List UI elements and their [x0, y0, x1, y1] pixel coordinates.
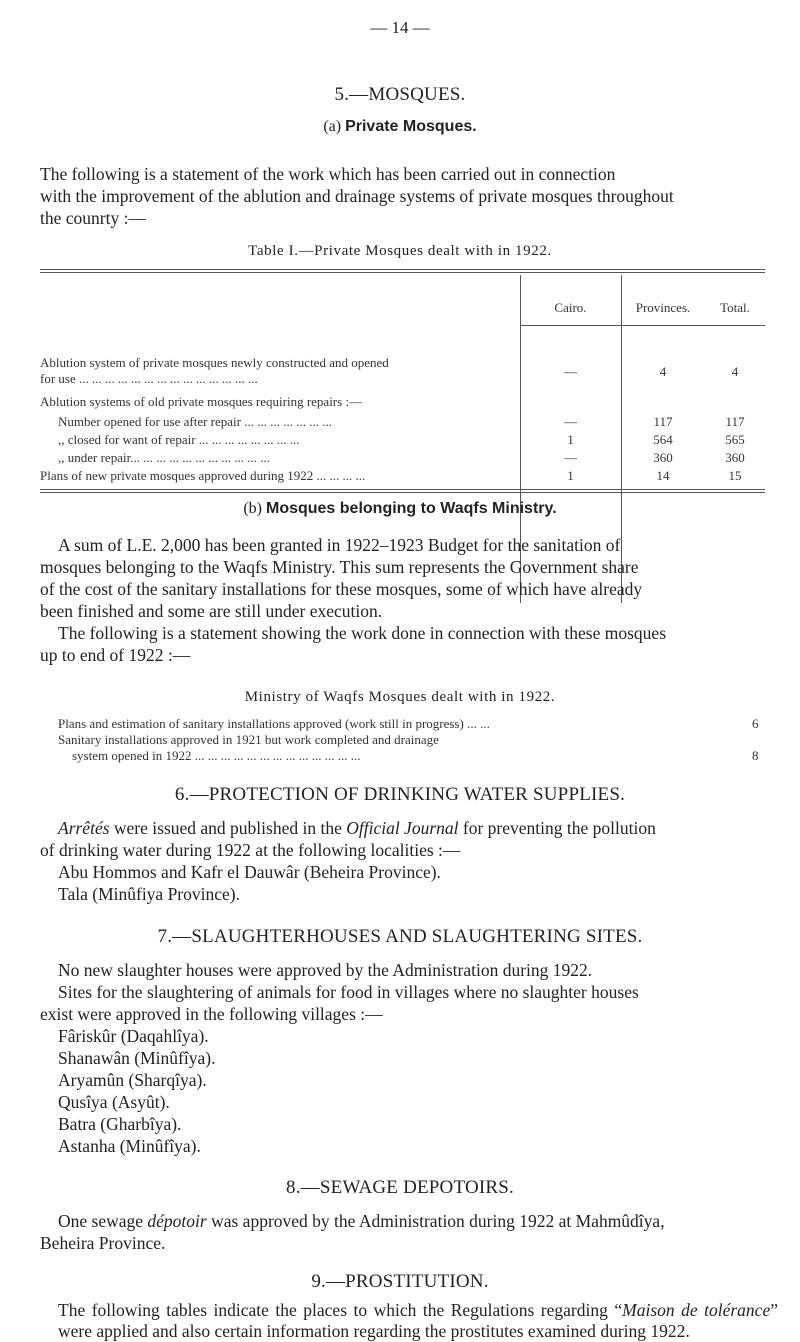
section-6-heading: 6.—PROTECTION OF DRINKING WATER SUPPLIES.: [174, 784, 626, 805]
b-line-5: The following is a statement showing the work done in connection with these mosques: [58, 623, 667, 643]
waqfs-item-value: 6: [752, 716, 759, 731]
cell-cairo: —: [564, 414, 577, 429]
b-line-4: been finished and some are still under execution.: [40, 601, 383, 621]
b-line-3: of the cost of the sanitary installations for these mosques, some of which have already: [40, 579, 643, 599]
intro-line-3: the counrty :—: [40, 208, 146, 228]
section-6-para-line-1: [58, 818, 656, 839]
subsection-a-title: Private Mosques.: [345, 118, 477, 135]
table-row-label: Ablution system of private mosques newly constructed and opened: [40, 355, 389, 370]
text-run: The following tables indicate the places to which the Regulations regarding “: [58, 1300, 623, 1320]
table-row-label: Number opened for use after repair ... ... ... ... ... ... ...: [58, 414, 332, 429]
village-item: Aryamûn (Sharqîya).: [58, 1070, 207, 1090]
cell-total: 360: [725, 450, 745, 465]
arretes-term: Arrêtés: [58, 818, 110, 838]
depotoir-term: dépotoir: [147, 1211, 207, 1231]
cell-total: 565: [725, 432, 745, 447]
subsection-b-title: Mosques belonging to Waqfs Ministry.: [265, 500, 557, 517]
section-7-line-3: exist were approved in the following villages :—: [40, 1004, 383, 1024]
col-header-cairo: Cairo.: [554, 300, 587, 315]
subsection-b-label: (b): [243, 500, 262, 517]
subsection-a-label: (a): [323, 118, 342, 135]
page-number: — 14 —: [370, 18, 430, 37]
cell-provinces: 360: [653, 450, 673, 465]
table-row-label: ,, closed for want of repair ... ... ... ... ... ... ... ...: [58, 432, 300, 447]
village-item: Batra (Gharbîya).: [58, 1114, 182, 1134]
intro-line-2: with the improvement of the ablution and drainage systems of private mosques throughout: [40, 186, 674, 206]
village-item: Astanha (Minûfîya).: [58, 1136, 201, 1156]
village-item: Shanawân (Minûfîya).: [58, 1048, 216, 1068]
text-run: for preventing the pollution: [458, 818, 656, 838]
cell-cairo: —: [564, 450, 577, 465]
village-item: Fâriskûr (Daqahlîya).: [58, 1026, 209, 1046]
section-6-para-line-2: of drinking water during 1922 at the following localities :—: [40, 840, 461, 860]
section-7-line-2: Sites for the slaughtering of animals for food in villages where no slaughter houses: [58, 982, 639, 1002]
cell-provinces: 4: [659, 364, 667, 379]
text-run: were issued and published in the: [109, 818, 347, 838]
col-header-total: Total.: [720, 300, 750, 315]
cell-total: 4: [731, 364, 739, 379]
maison-term: Maison: [622, 1300, 675, 1320]
section-8-line-1: [58, 1211, 665, 1232]
cell-provinces: 14: [656, 468, 670, 483]
village-item: Qusîya (Asyût).: [58, 1092, 170, 1112]
table-row-label: ,, under repair... ... ... ... ... ... ... ... ... ... ...: [58, 450, 270, 465]
table-row-label: Ablution systems of old private mosques requiring repairs :—: [40, 394, 363, 409]
b-line-2: mosques belonging to the Waqfs Ministry. This sum represents the Government share: [40, 557, 639, 577]
section-8-heading: 8.—SEWAGE DEPOTOIRS.: [286, 1177, 514, 1198]
col-header-provinces: Provinces.: [635, 300, 691, 315]
section-9-paragraph: [58, 1300, 778, 1342]
waqfs-item-text: Plans and estimation of sanitary installations approved (work still in progress) ... ...: [58, 716, 490, 731]
b-line-6: up to end of 1922 :—: [40, 645, 191, 665]
cell-provinces: 117: [653, 414, 673, 429]
text-run: was approved by the Administration during 1922 at Mahmûdîya,: [206, 1211, 665, 1231]
waqfs-item-value: 8: [752, 748, 759, 763]
b-line-1: A sum of L.E. 2,000 has been granted in 1922–1923 Budget for the sanitation of: [58, 535, 621, 555]
cell-provinces: 564: [653, 432, 673, 447]
de-tolerance-term: de tolérance: [681, 1300, 771, 1320]
cell-cairo: 1: [567, 432, 574, 447]
waqfs-caption: Ministry of Waqfs Mosques dealt with in 1922.: [244, 689, 556, 705]
cell-cairo: —: [564, 364, 577, 379]
locality-item: Tala (Minûfiya Province).: [58, 884, 240, 904]
cell-total: 15: [728, 468, 742, 483]
locality-item: Abu Hommos and Kafr el Dauwâr (Beheira Province).: [58, 862, 441, 882]
waqfs-item-text: Sanitary installations approved in 1921 but work completed and drainage: [58, 732, 439, 747]
official-journal-term: Official Journal: [346, 818, 459, 838]
table-row-label: for use ... ... ... ... ... ... ... ... ... ... ... ... ... ...: [40, 371, 258, 386]
intro-line-1: The following is a statement of the work which has been carried out in connection: [40, 164, 616, 184]
text-run: One sewage: [58, 1211, 148, 1231]
cell-cairo: 1: [567, 468, 574, 483]
section-9-heading: 9.—PROSTITUTION.: [311, 1271, 489, 1292]
table-caption: Table I.—Private Mosques dealt with in 1922.: [248, 243, 552, 259]
text-run: ” were applied and also certain information regarding the prostitutes examined: [58, 1300, 778, 1341]
subsection-a-heading: [0, 118, 800, 136]
cell-total: 117: [725, 414, 745, 429]
waqfs-item-text: system opened in 1922 ... ... ... ... ... ... ... ... ... ... ... ... ...: [72, 748, 361, 763]
section-7-line-1: No new slaughter houses were approved by the Administration during 1922.: [58, 960, 593, 980]
section-5-heading: 5.—MOSQUES.: [334, 84, 466, 105]
section-8-line-2: Beheira Province.: [40, 1233, 166, 1253]
text-run: during 1922.: [600, 1321, 690, 1341]
section-7-heading: 7.—SLAUGHTERHOUSES AND SLAUGHTERING SITES.: [157, 926, 643, 947]
subsection-b-heading: [0, 500, 800, 518]
table-row-label: Plans of new private mosques approved during 1922 ... ... ... ...: [40, 468, 366, 483]
